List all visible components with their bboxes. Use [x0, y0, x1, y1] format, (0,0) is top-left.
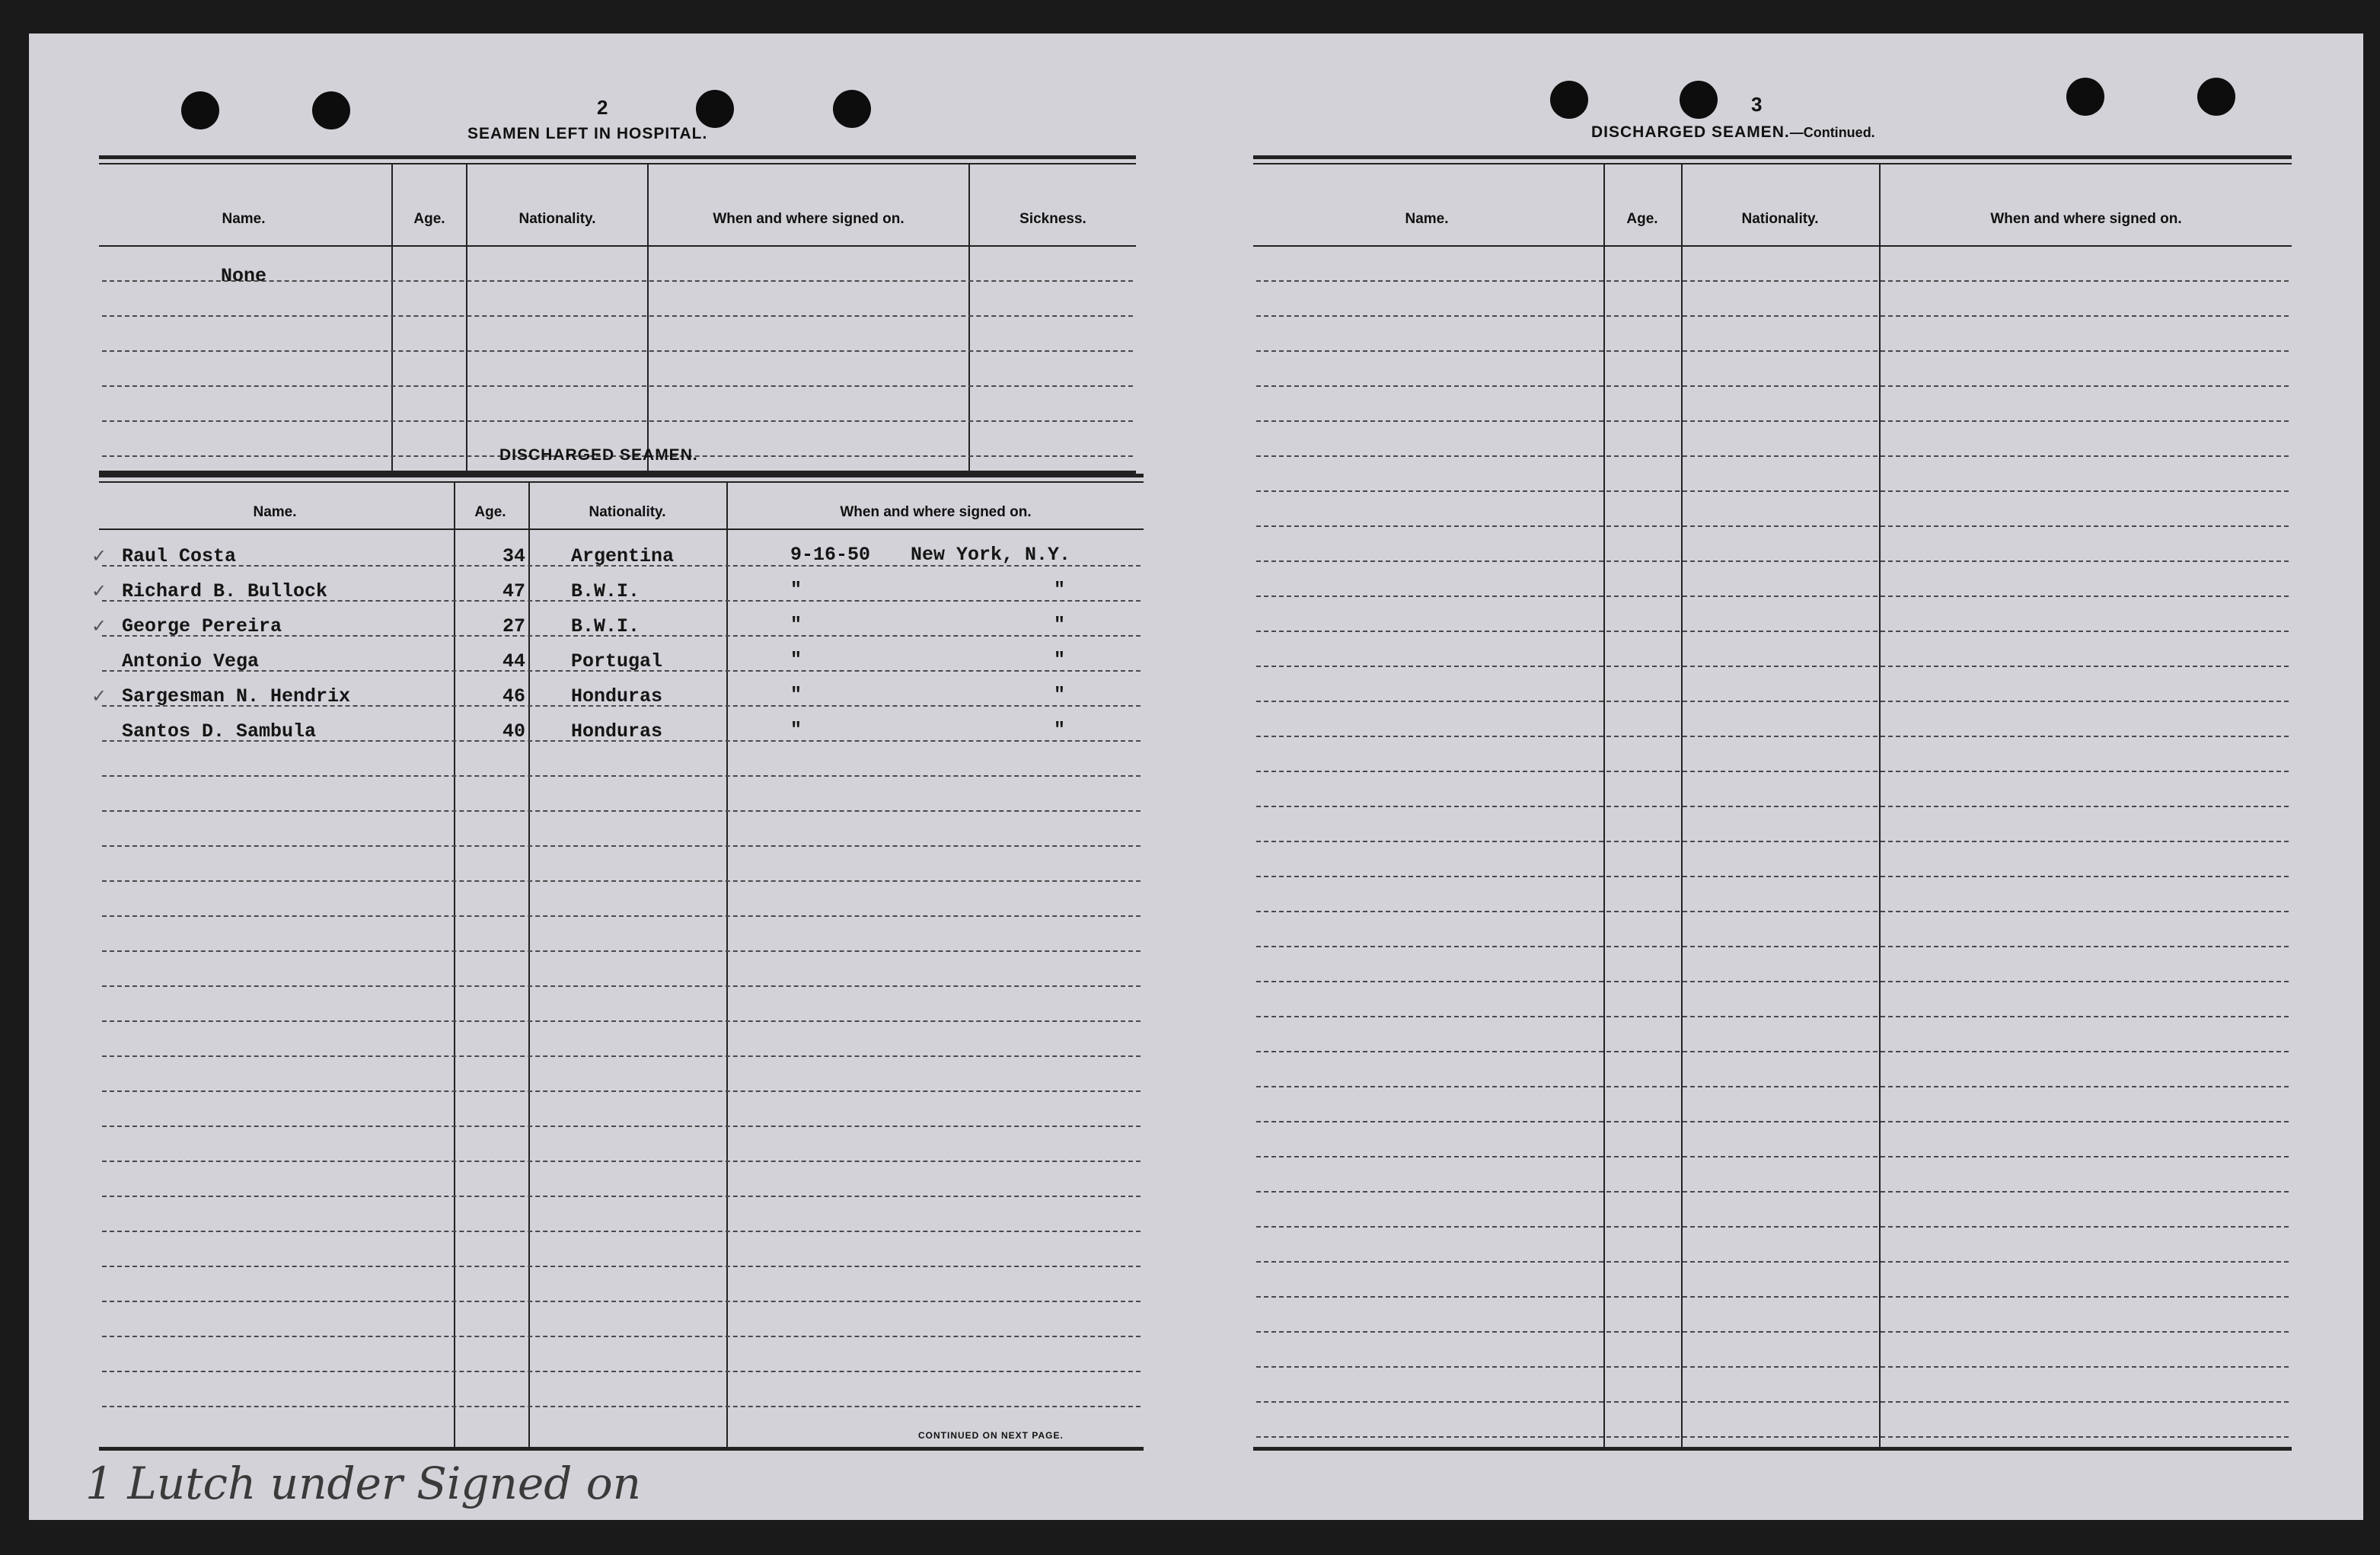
punch-hole: [2197, 78, 2235, 116]
seaman-age: 40: [502, 720, 526, 742]
ruled-row: [1256, 1261, 2289, 1263]
ruled-row: [1256, 1191, 2289, 1193]
checkmark: ✓: [91, 547, 107, 567]
ruled-row: [1256, 420, 2289, 422]
page-number: 3: [1751, 93, 1763, 116]
seaman-nationality: Honduras: [571, 720, 663, 742]
signed-date: 9-16-50: [790, 544, 871, 566]
seaman-name: George Pereira: [122, 615, 282, 637]
seaman-name: Raul Costa: [122, 545, 237, 567]
continued-note: CONTINUED ON NEXT PAGE.: [918, 1430, 1064, 1441]
column-header: When and where signed on.: [713, 211, 904, 227]
ruled-row: [1256, 666, 2289, 667]
discharged-table: [91, 474, 1144, 1460]
ruled-row: [1256, 1016, 2289, 1017]
checkmark: ✓: [91, 617, 107, 637]
discharged-continued-title: [1591, 123, 1875, 142]
discharged-continued-table: [1253, 155, 2292, 1459]
ruled-row: [1256, 841, 2289, 842]
seaman-nationality: Argentina: [571, 545, 675, 567]
ruled-row: [1256, 946, 2289, 947]
ruled-row: [1256, 1226, 2289, 1228]
ruled-row: [1256, 1331, 2289, 1333]
ruled-row: [1256, 595, 2289, 597]
column-header: When and where signed on.: [1990, 211, 2182, 227]
title-text: DISCHARGED SEAMEN.: [1591, 123, 1790, 141]
signed-place: New York, N.Y.: [911, 544, 1071, 566]
checkmark: ✓: [91, 687, 107, 707]
punch-hole: [2066, 78, 2104, 116]
seaman-name: Richard B. Bullock: [122, 580, 328, 602]
punch-hole: [1680, 81, 1718, 119]
column-header: Name.: [1405, 211, 1449, 227]
ruled-row: [1256, 280, 2289, 282]
column-header: When and where signed on.: [840, 504, 1032, 520]
ruled-row: [1256, 771, 2289, 772]
discharged-section-title: DISCHARGED SEAMEN.: [499, 446, 698, 464]
punch-hole: [833, 90, 871, 128]
ruled-row: [1256, 1086, 2289, 1087]
seaman-nationality: Portugal: [571, 650, 663, 672]
ruled-row: [1256, 1051, 2289, 1052]
ruled-row: [1256, 736, 2289, 737]
handwritten-note: 1 Lutch under Signed on: [85, 1458, 642, 1509]
ruled-row: [1256, 1156, 2289, 1157]
seaman-name: Santos D. Sambula: [122, 720, 317, 742]
punch-hole: [181, 91, 219, 129]
signed-date: ": [790, 614, 802, 636]
seaman-age: 46: [502, 685, 526, 707]
ruled-row: [1256, 1296, 2289, 1298]
hospital-entry: None: [221, 265, 267, 287]
seaman-age: 27: [502, 615, 526, 637]
ruled-row: [1256, 631, 2289, 632]
column-header: Name.: [253, 504, 297, 520]
column-header: Nationality.: [589, 504, 666, 520]
ruled-row: [1256, 1366, 2289, 1368]
ruled-row: [1256, 1121, 2289, 1122]
ruled-row: [1256, 911, 2289, 912]
seaman-nationality: B.W.I.: [571, 615, 640, 637]
ruled-row: [1256, 490, 2289, 492]
ruled-row: [1256, 701, 2289, 702]
column-header: Sickness.: [1019, 211, 1086, 227]
column-header: Nationality.: [1741, 211, 1819, 227]
checkmark: ✓: [91, 582, 107, 602]
seaman-age: 34: [502, 545, 526, 567]
ruled-row: [1256, 981, 2289, 982]
document-sheet: [29, 34, 2363, 1520]
seaman-name: Sargesman N. Hendrix: [122, 685, 351, 707]
ruled-row: [1256, 525, 2289, 527]
column-header: Age.: [413, 211, 445, 227]
column-header: Age.: [474, 504, 506, 520]
seaman-nationality: Honduras: [571, 685, 663, 707]
ruled-row: [1256, 315, 2289, 317]
page-number: 2: [597, 96, 608, 119]
hospital-section-title: SEAMEN LEFT IN HOSPITAL.: [467, 125, 708, 142]
punch-hole: [696, 90, 734, 128]
seaman-name: Antonio Vega: [122, 650, 260, 672]
ruled-row: [1256, 455, 2289, 457]
signed-date: ": [790, 684, 802, 706]
seaman-age: 44: [502, 650, 526, 672]
column-header: Name.: [222, 211, 266, 227]
title-suffix: —Continued.: [1789, 125, 1875, 140]
column-header: Nationality.: [518, 211, 596, 227]
signed-place: ": [1054, 579, 1066, 601]
signed-place: ": [1054, 719, 1066, 741]
signed-place: ": [1054, 614, 1066, 636]
ruled-row: [1256, 876, 2289, 877]
seaman-nationality: B.W.I.: [571, 580, 640, 602]
ruled-row: [1256, 350, 2289, 352]
signed-date: ": [790, 649, 802, 671]
ruled-row: [1256, 1436, 2289, 1438]
ruled-row: [1256, 560, 2289, 562]
signed-date: ": [790, 579, 802, 601]
punch-hole: [1550, 81, 1588, 119]
seaman-age: 47: [502, 580, 526, 602]
signed-place: ": [1054, 649, 1066, 671]
column-header: Age.: [1626, 211, 1658, 227]
signed-place: ": [1054, 684, 1066, 706]
signed-date: ": [790, 719, 802, 741]
ruled-row: [1256, 806, 2289, 807]
ruled-row: [1256, 1401, 2289, 1403]
ruled-row: [1256, 385, 2289, 387]
hospital-table: [99, 155, 1136, 475]
punch-hole: [312, 91, 350, 129]
